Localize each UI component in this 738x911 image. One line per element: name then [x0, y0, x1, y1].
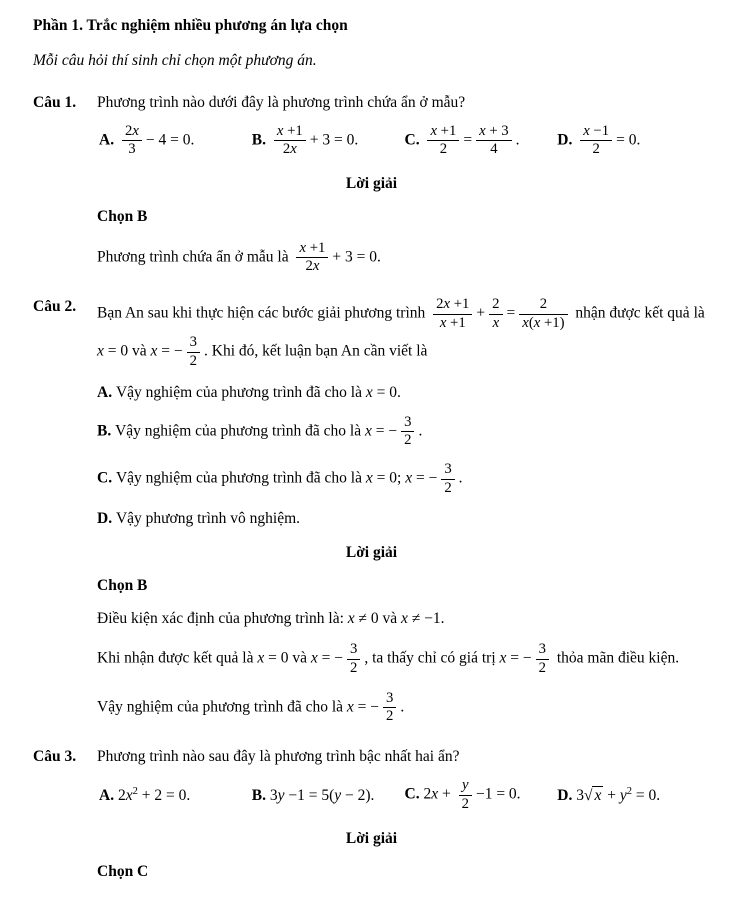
text-run: −1 = 5( — [284, 786, 335, 804]
text-run: 3 — [576, 786, 584, 804]
text-run: Phương trình nào sau đây là phương trình bậc nhất hai ẩn? — [97, 748, 460, 765]
fraction-denominator — [433, 315, 472, 333]
text-run: 2 — [423, 785, 432, 803]
fraction — [459, 777, 472, 813]
text-run: = 0 và — [103, 342, 151, 360]
fraction — [187, 334, 200, 370]
text-run: y — [277, 786, 285, 804]
text-run: 2 — [539, 295, 548, 312]
fraction-numerator — [476, 123, 512, 142]
text-run: x — [346, 698, 354, 716]
fraction-denominator — [476, 141, 512, 159]
fraction-numerator — [427, 123, 459, 142]
option-label: C. — [404, 131, 424, 149]
option-label: B. — [97, 422, 116, 440]
text-run: 2 — [592, 141, 600, 158]
text-run: −1 — [589, 122, 610, 139]
text-run: . — [400, 698, 405, 716]
text-run: Lời giải — [345, 829, 398, 847]
text-run: 2 — [404, 432, 412, 449]
text-run: = 0 và — [264, 650, 311, 668]
text-run: Vậy nghiệm của phương trình đã cho là — [115, 422, 365, 440]
fraction-denominator — [274, 141, 306, 159]
solution-heading-3 — [33, 827, 710, 850]
question-label: Câu 1. — [33, 93, 77, 111]
fraction — [476, 123, 512, 159]
fraction-numerator — [347, 641, 360, 660]
text-run: Phương trình chứa ẩn ở mẫu là — [97, 248, 293, 266]
text-run: 2 — [439, 141, 448, 158]
fraction-denominator — [122, 141, 142, 159]
fraction-denominator — [519, 315, 567, 333]
text-run: 2 — [461, 795, 469, 812]
question-label: Câu 2. — [33, 297, 77, 315]
fraction-numerator — [536, 641, 549, 660]
text-run: x — [430, 122, 437, 139]
text-run: +1 — [450, 295, 470, 312]
text-run: Vậy nghiệm của phương trình đã cho là — [115, 469, 366, 487]
fraction — [296, 240, 328, 276]
fraction — [383, 690, 396, 726]
text-run: + — [603, 786, 620, 804]
text-run: 2 — [282, 141, 291, 158]
text-run: Vậy nghiệm của phương trình đã cho là — [115, 383, 366, 401]
fraction — [433, 296, 472, 332]
text-run: Điều kiện xác định của phương trình là: — [97, 610, 348, 628]
solution-heading-2 — [33, 541, 710, 564]
text-run: Chọn B — [97, 208, 148, 226]
fraction-denominator — [489, 315, 502, 333]
text-run: x — [347, 610, 355, 628]
text-run: x — [439, 314, 447, 331]
text-run: 2 — [538, 660, 546, 677]
fraction-numerator — [459, 777, 472, 796]
option-label: B. — [251, 131, 270, 149]
text-run: = — [463, 131, 473, 149]
text-run: ( — [528, 314, 534, 331]
text-run: 3 — [404, 413, 412, 430]
fraction-denominator — [441, 480, 454, 498]
text-run: . — [458, 469, 463, 487]
text-run: x — [276, 122, 284, 139]
question-1-options — [33, 122, 710, 160]
text-run: − 4 = 0. — [145, 131, 195, 149]
text-run: x — [401, 610, 408, 628]
fraction-numerator — [274, 123, 306, 142]
text-run: + — [476, 304, 486, 322]
text-run: = 0. — [632, 786, 661, 804]
text-run: 3 — [386, 689, 394, 706]
text-run: − 2). — [341, 786, 375, 804]
fraction-denominator — [459, 796, 472, 814]
fraction-denominator — [296, 258, 328, 276]
option-label: B. — [251, 786, 270, 804]
question-text — [97, 745, 710, 768]
text-run: Bạn An sau khi thực hiện các bước giải phương trình — [97, 304, 430, 322]
text-run: +1 — [283, 122, 303, 139]
option-label: D. — [557, 786, 577, 804]
fraction-numerator — [489, 296, 502, 315]
sqrt-argument: x — [594, 786, 602, 804]
text-run: y — [619, 786, 627, 804]
answer-1 — [33, 205, 710, 228]
text-run: + 3 — [485, 122, 509, 139]
option-c — [405, 776, 558, 814]
text-run: x — [310, 650, 318, 668]
option-label: A. — [99, 786, 118, 804]
fraction — [347, 641, 360, 677]
text-run: = − — [157, 342, 183, 360]
option-d — [557, 784, 710, 807]
fraction-numerator — [519, 296, 567, 315]
text-run: = 0. — [372, 383, 401, 401]
fraction-denominator — [427, 141, 459, 159]
fraction-denominator — [347, 660, 360, 678]
fraction — [274, 123, 306, 159]
text-run: = 0; — [372, 469, 406, 487]
text-run: Vậy phương trình vô nghiệm. — [115, 510, 301, 528]
explanation-1 — [33, 239, 710, 277]
text-run: 3 — [444, 461, 452, 478]
text-run: + 2 = 0. — [137, 786, 191, 804]
text-run: 3 — [189, 334, 197, 351]
option-label: C. — [97, 469, 116, 487]
fraction — [441, 461, 454, 497]
explanation-2-check — [33, 640, 710, 678]
radical-icon: √ — [583, 786, 593, 804]
text-run: x — [97, 342, 104, 360]
text-run: x — [583, 122, 590, 139]
text-run: 2 — [305, 258, 313, 275]
question-2 — [33, 295, 710, 372]
option-c — [405, 122, 558, 160]
fraction-numerator — [580, 123, 612, 142]
fraction-numerator — [433, 296, 472, 315]
option-b — [252, 122, 405, 160]
text-run: x — [290, 141, 297, 158]
text-run: 2 — [492, 295, 500, 312]
fraction-denominator — [536, 660, 549, 678]
text-run: 2 — [117, 786, 126, 804]
text-run: . Khi đó, kết luận bạn An cần viết là — [204, 342, 428, 360]
explanation-2-condition — [33, 607, 710, 630]
text-run: ≠ −1. — [407, 610, 445, 628]
text-run: 2 — [444, 479, 452, 496]
option-a — [99, 784, 252, 807]
fraction-numerator — [122, 123, 142, 142]
section-heading — [33, 14, 710, 37]
question-3 — [33, 745, 710, 768]
text-run: x — [365, 383, 373, 401]
text-run: 3 — [350, 641, 358, 658]
text-run: . — [515, 131, 520, 149]
text-run: = − — [317, 650, 343, 668]
question-2-option-a — [33, 381, 710, 404]
fraction-numerator — [401, 414, 414, 433]
answer-3 — [33, 860, 710, 883]
text-run: x — [479, 122, 486, 139]
option-label: A. — [99, 131, 118, 149]
text-run: = − — [506, 650, 532, 668]
question-2-option-c — [33, 460, 710, 498]
text-run: +1 — [306, 239, 326, 256]
fraction-numerator — [441, 461, 454, 480]
text-run: Phương trình nào dưới đây là phương trình chứa ẩn ở mẫu? — [97, 93, 466, 111]
explanation-2-conclusion — [33, 689, 710, 727]
text-run: x — [150, 342, 158, 360]
text-run: x — [299, 239, 307, 256]
text-run: +1 — [540, 314, 560, 331]
text-run: x — [257, 650, 265, 668]
question-1 — [33, 91, 710, 114]
fraction-denominator — [580, 141, 612, 159]
text-run: + — [438, 785, 455, 803]
fraction — [536, 641, 549, 677]
option-d — [557, 122, 710, 160]
text-run: Lời giải — [345, 175, 398, 193]
text-run: x — [365, 422, 372, 440]
fraction-numerator — [383, 690, 396, 709]
text-run: x — [125, 786, 133, 804]
text-run: Chọn C — [97, 862, 149, 880]
text-run: Lời giải — [345, 543, 398, 561]
option-b — [252, 784, 405, 807]
text-run: ≠ 0 và — [354, 610, 402, 628]
text-run: 2 — [436, 295, 444, 312]
text-run: x — [522, 314, 529, 331]
text-run: 2 — [350, 660, 358, 677]
text-run: 2 — [189, 352, 197, 369]
fraction — [427, 123, 459, 159]
text-run: + 3 = 0. — [332, 248, 381, 266]
text-run: x — [312, 258, 320, 275]
text-run: thỏa mãn điều kiện. — [553, 650, 680, 668]
text-run: 3 — [269, 786, 278, 804]
text-run: x — [443, 295, 451, 312]
text-run: nhận được kết quả là — [571, 304, 705, 322]
option-a — [99, 122, 252, 160]
text-run: x — [365, 469, 373, 487]
text-run: ) — [559, 314, 565, 331]
text-run: + 3 = 0. — [309, 131, 359, 149]
text-run: Chọn B — [97, 576, 148, 594]
fraction — [122, 123, 142, 159]
text-run: = 0. — [616, 131, 641, 149]
option-label: D. — [557, 131, 577, 149]
fraction — [401, 414, 414, 450]
question-label: Câu 3. — [33, 748, 77, 765]
text-run: 2 — [124, 122, 133, 139]
question-text — [97, 91, 710, 114]
fraction — [580, 123, 612, 159]
text-run: = − — [412, 469, 438, 487]
fraction-denominator — [401, 432, 414, 450]
text-run: Khi nhận được kết quả là — [97, 650, 258, 668]
text-run: x — [132, 122, 139, 139]
option-label: D. — [97, 510, 116, 528]
superscript: 2 — [626, 785, 633, 797]
question-3-options — [33, 776, 710, 814]
text-run: . — [418, 422, 423, 440]
fraction-numerator — [187, 334, 200, 353]
text-run: 3 — [538, 641, 546, 658]
instruction-note — [33, 49, 710, 72]
text-run: 4 — [490, 141, 498, 158]
fraction-numerator — [296, 240, 328, 259]
question-2-option-b — [33, 413, 710, 451]
fraction-denominator — [383, 708, 396, 726]
text-run: y — [462, 777, 469, 794]
text-run: −1 = 0. — [475, 785, 521, 803]
fraction-denominator — [187, 353, 200, 371]
text-run: +1 — [446, 314, 466, 331]
fraction — [489, 296, 502, 332]
text-run: Mỗi câu hỏi thí sinh chỉ chọn một phương án. — [33, 52, 317, 70]
fraction — [519, 296, 567, 332]
text-run: , ta thấy chỉ có giá trị — [364, 650, 500, 668]
text-run: Phần 1. Trắc nghiệm nhiều phương án lựa chọn — [33, 17, 348, 34]
text-run: x — [492, 314, 500, 331]
question-text — [97, 295, 710, 372]
option-label: A. — [97, 383, 116, 401]
question-2-option-d — [33, 507, 710, 530]
solution-heading-1 — [33, 172, 710, 195]
square-root — [584, 786, 603, 804]
text-run: x — [499, 650, 507, 668]
text-run: = − — [353, 698, 380, 716]
text-run: y — [334, 786, 342, 804]
text-run: 3 — [128, 141, 136, 158]
text-run: = − — [371, 422, 398, 440]
text-run: x — [533, 314, 541, 331]
text-run: = — [506, 304, 516, 322]
superscript: 2 — [132, 785, 138, 797]
text-run: +1 — [437, 122, 457, 139]
text-run: Vậy nghiệm của phương trình đã cho là — [97, 698, 347, 716]
text-run: 2 — [386, 708, 394, 725]
text-run: x — [431, 785, 439, 803]
answer-2 — [33, 574, 710, 597]
option-label: C. — [404, 785, 424, 803]
text-run: x — [405, 469, 413, 487]
